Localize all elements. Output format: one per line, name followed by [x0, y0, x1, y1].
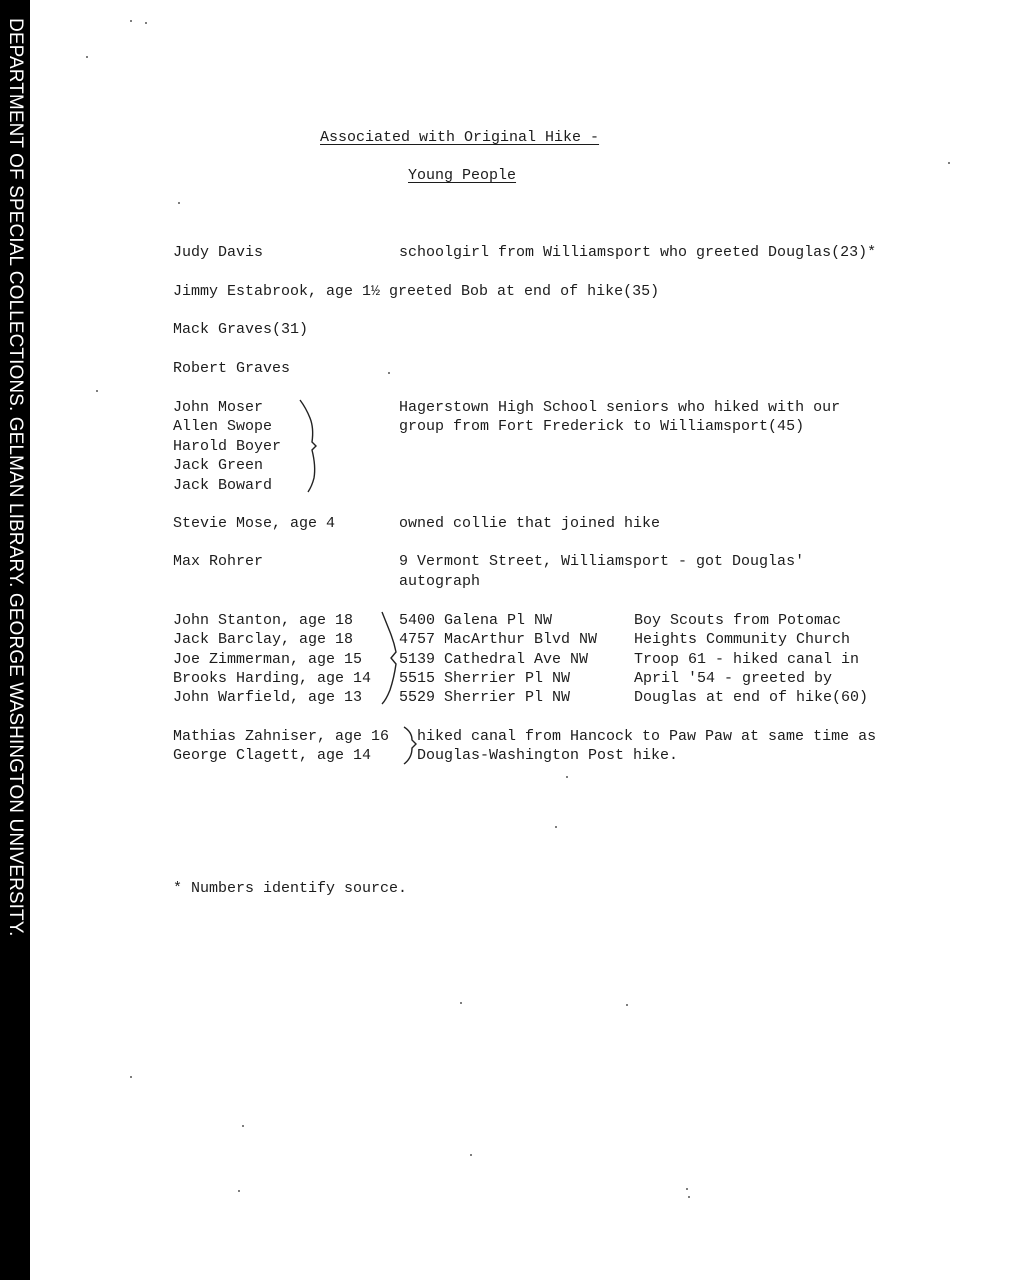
group-description: Hagerstown High School seniors who hiked with our — [399, 399, 841, 416]
scout-name: Joe Zimmerman, age 15 — [173, 651, 363, 668]
group-brace — [296, 396, 326, 496]
hiker-name: Mathias Zahniser, age 16 — [173, 728, 390, 745]
entry-line: Jimmy Estabrook, age 1½ greeted Bob at end of hike(35) — [173, 283, 660, 300]
scout-name: Brooks Harding, age 14 — [173, 670, 372, 687]
scout-note: Douglas at end of hike(60) — [634, 689, 869, 706]
scout-note: Troop 61 - hiked canal in — [634, 651, 860, 668]
scout-address: 5529 Sherrier Pl NW — [399, 689, 571, 706]
scout-note: April '54 - greeted by — [634, 670, 833, 687]
group-member-name: Jack Boward — [173, 477, 273, 494]
entry-name: Max Rohrer — [173, 553, 264, 570]
scout-note: Heights Community Church — [634, 631, 851, 648]
scout-address: 5400 Galena Pl NW — [399, 612, 553, 629]
group-description: group from Fort Frederick to Williamsport(45) — [399, 418, 805, 435]
scout-name: Jack Barclay, age 18 — [173, 631, 354, 648]
scout-address: 5515 Sherrier Pl NW — [399, 670, 571, 687]
group-member-name: Jack Green — [173, 457, 264, 474]
scout-note: Boy Scouts from Potomac — [634, 612, 842, 629]
entry-name: Robert Graves — [173, 360, 291, 377]
entry-description: owned collie that joined hike — [399, 515, 661, 532]
scout-address: 4757 MacArthur Blvd NW — [399, 631, 598, 648]
entry-name: Stevie Mose, age 4 — [173, 515, 336, 532]
hikers-brace — [398, 724, 420, 768]
group-member-name: Allen Swope — [173, 418, 273, 435]
scout-name: John Warfield, age 13 — [173, 689, 363, 706]
collection-sidebar — [0, 0, 30, 1280]
entry-description: autograph — [399, 573, 481, 590]
hiker-description: Douglas-Washington Post hike. — [417, 747, 679, 764]
footnote: * Numbers identify source. — [173, 880, 408, 897]
scout-address: 5139 Cathedral Ave NW — [399, 651, 589, 668]
hiker-description: hiked canal from Hancock to Paw Paw at same time as — [417, 728, 877, 745]
document-page — [30, 0, 1017, 1280]
hiker-name: George Clagett, age 14 — [173, 747, 372, 764]
entry-name: Mack Graves(31) — [173, 321, 309, 338]
group-member-name: Harold Boyer — [173, 438, 282, 455]
collection-credit: DEPARTMENT OF SPECIAL COLLECTIONS. GELMAN LIBRARY. GEORGE WASHINGTON UNIVERSITY. — [5, 18, 26, 937]
entry-description: 9 Vermont Street, Williamsport - got Douglas' — [399, 553, 805, 570]
document-title: Associated with Original Hike - — [320, 129, 600, 146]
entry-description: schoolgirl from Williamsport who greeted Douglas(23)* — [399, 244, 877, 261]
group-member-name: John Moser — [173, 399, 264, 416]
document-subtitle: Young People — [408, 167, 517, 184]
scouts-brace — [374, 608, 400, 708]
entry-name: Judy Davis — [173, 244, 264, 261]
scout-name: John Stanton, age 18 — [173, 612, 354, 629]
